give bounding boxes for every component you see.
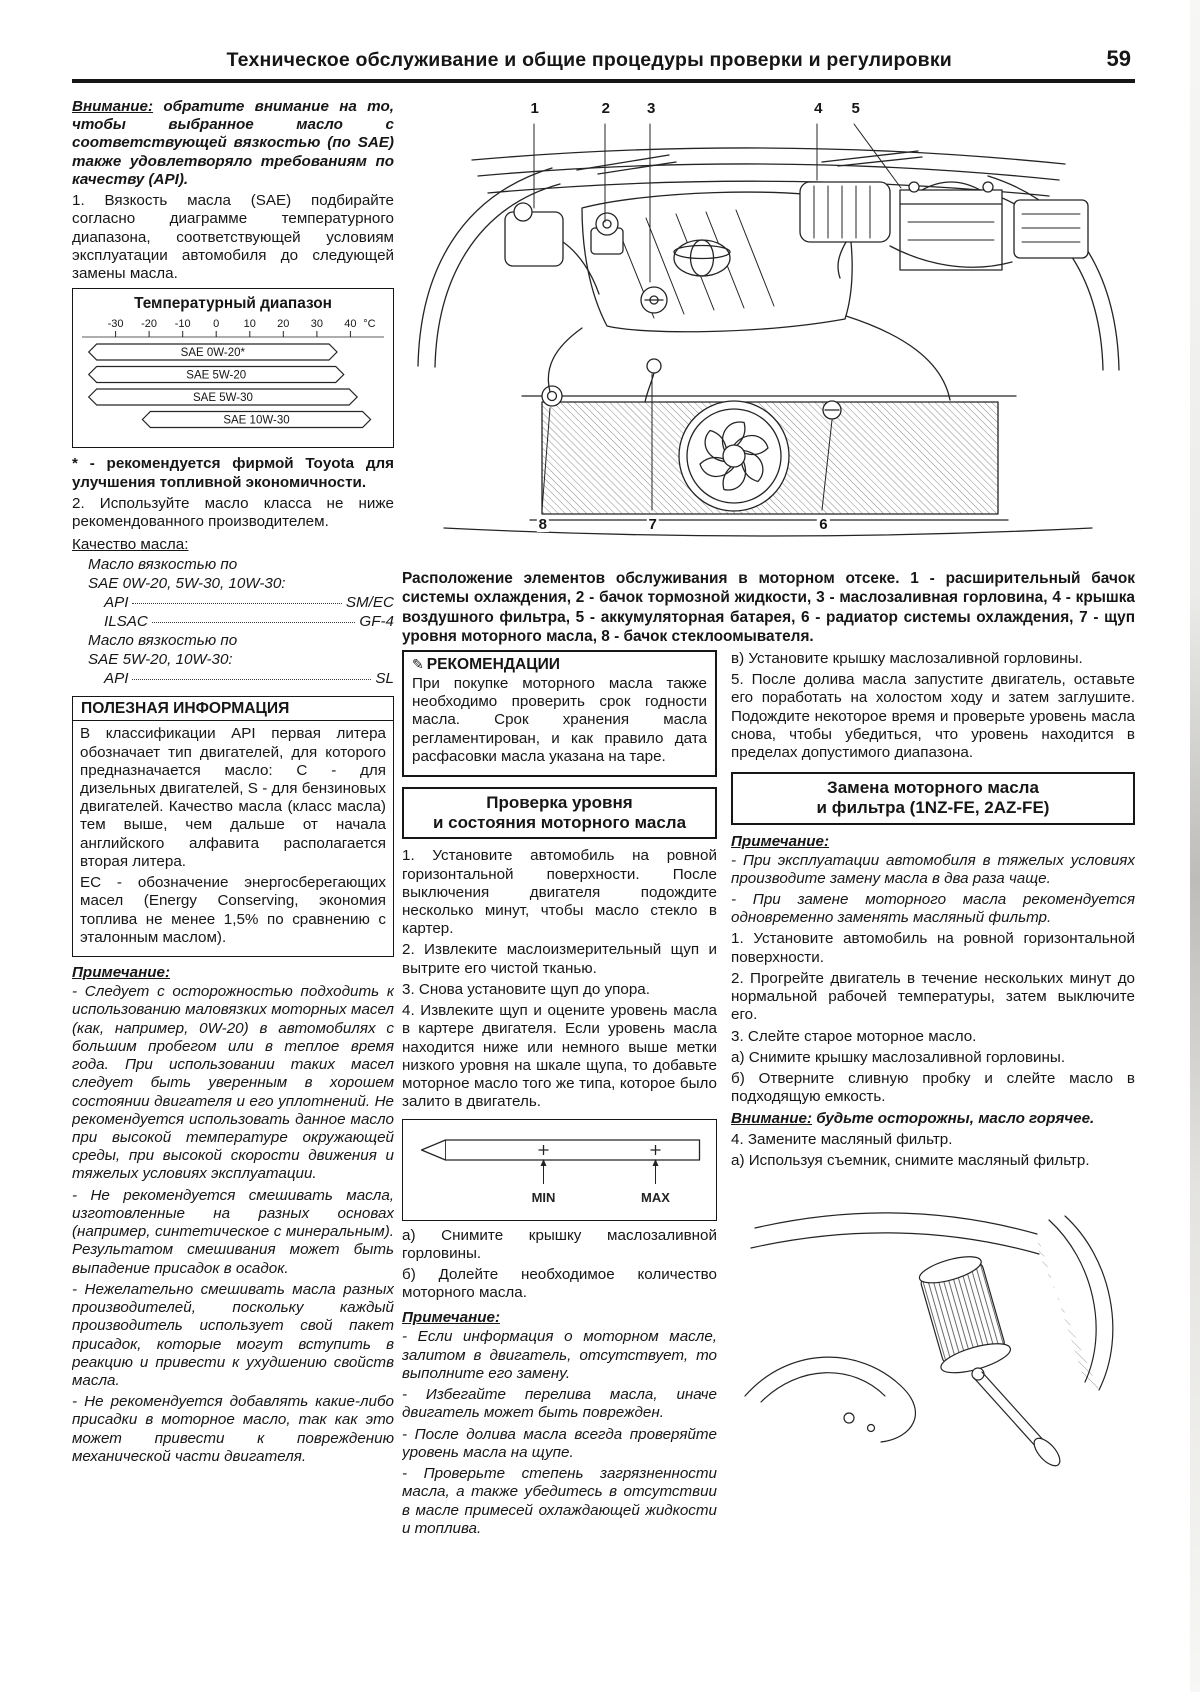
page-number: 59 xyxy=(1106,46,1131,71)
useful-info-title: ПОЛЕЗНАЯ ИНФОРМАЦИЯ xyxy=(73,697,393,721)
svg-text:0: 0 xyxy=(213,318,220,331)
temperature-range-chart xyxy=(72,288,394,448)
bolt xyxy=(844,1413,854,1423)
dipstick-min-label: MIN xyxy=(531,1189,556,1205)
oil-quality-line: SAE 5W-20, 10W-30: xyxy=(88,651,233,669)
page-title: Техническое обслуживание и общие процедуры проверки и регулировки xyxy=(226,49,952,71)
svg-text:SAE 5W-30: SAE 5W-30 xyxy=(192,392,253,405)
recommendations-box xyxy=(402,650,717,777)
middle-column xyxy=(402,650,717,1680)
scan-edge-shadow xyxy=(1190,0,1200,1692)
engine-callout-6: 6 xyxy=(819,516,828,534)
svg-text:°C: °C xyxy=(363,318,376,331)
spec-label: ILSAC xyxy=(104,613,148,631)
caption-text: Расположение элементов обслуживания в моторном отсеке. 1 - расширительный бачок системы охлаждения, 2 - бачок тормозной жидкости, 3 - маслозаливная горловина, 4 - крышка воздушного фильтра, 5 - аккумуляторная батарея, 6 - радиатор системы охлаждения, 7 - щуп уровня моторного масла, 8 - бачок стеклоомывателя. xyxy=(402,570,1135,645)
svg-text:40: 40 xyxy=(344,318,357,331)
note-item: - При замене моторного масла рекомендуется одновременно заменять масляный фильтр. xyxy=(731,890,1135,927)
oil-change-substep: б) Отверните сливную пробку и слейте масло в подходящую емкость. xyxy=(731,1070,1135,1106)
right-column xyxy=(731,650,1135,1680)
recommendations-title: РЕКОМЕНДАЦИИ xyxy=(426,656,561,673)
note-item: - При эксплуатации автомобиля в тяжелых условиях производите замену масла в два раза чаще. xyxy=(731,851,1135,887)
oil-change-step: 3. Слейте старое моторное масло. xyxy=(731,1027,977,1045)
dot-leader xyxy=(132,679,371,680)
note-item: - После долива масла всегда проверяйте уровень масла на щупе. xyxy=(402,1425,717,1461)
dot-leader xyxy=(152,622,355,623)
fender-liner-shading xyxy=(1037,1234,1099,1390)
viscosity-step-1: 1. Вязкость масла (SAE) подбирайте согласно диаграмме температурного диапазона, соответствующей условиям эксплуатации автомобиля до следующей замены масла. xyxy=(72,192,394,283)
dipstick-figure xyxy=(402,1119,717,1221)
svg-text:SAE 0W-20*: SAE 0W-20* xyxy=(180,347,246,360)
oil-check-step-5: 5. После долива масла запустите двигатель, оставьте его поработать на холостом ходу и затем заглушите. Подождите некоторое время и проверьте уровень масла снова, чтобы убедиться, что уровень находится в пределах допустимого диапазона. xyxy=(731,671,1135,762)
dipstick-max-label: MAX xyxy=(641,1189,670,1205)
engine-bay-figure xyxy=(402,96,1135,548)
note-item: - Если информация о моторном масле, залитом в двигатель, отсутствует, то выполните его замену. xyxy=(402,1328,717,1382)
oil-check-step: 1. Установите автомобиль на ровной горизонтальной поверхности. После выключения двигателя подождите несколько минут, чтобы масло стекло в картер. xyxy=(402,847,717,938)
useful-info-paragraph: В классификации API первая литера обозначает тип двигателей, для которого предназначается масло: C - для дизельных двигателей, S - для бензиновых двигателей. Качество масла (класс масла) тем выше, чем дальше от начала английского алфавита располагается вторая литера. xyxy=(80,725,386,870)
underbody-rails xyxy=(751,1213,1039,1254)
warning-label: Внимание: xyxy=(731,1109,813,1127)
oil-quality-line: SAE 0W-20, 5W-30, 10W-30: xyxy=(88,575,286,593)
engine-callout-7: 7 xyxy=(648,516,657,534)
oil-check-step: 2. Извлеките маслоизмерительный щуп и вытрите его чистой тканью. xyxy=(402,941,717,977)
attention-text: обратите внимание на то, чтобы выбранное масло с соответствующей вязкостью (по SAE) также удовлетворяло требованиям по качеству (API). xyxy=(72,98,394,188)
svg-text:SAE 10W-30: SAE 10W-30 xyxy=(223,414,290,427)
oil-quality-line: Масло вязкостью по xyxy=(88,556,238,574)
note-item: - Не рекомендуется смешивать масла, изготовленные на разных основах (например, синтетическое с минеральным). Результатом смешивания может быть выпадение присадок в осадок. xyxy=(72,1186,394,1277)
pencil-icon: ✎ xyxy=(412,656,424,672)
engine-callout-8: 8 xyxy=(538,516,547,534)
viscosity-step-2: 2. Используйте масло класса не ниже рекомендованного производителем. xyxy=(72,494,394,531)
section-title-line: и фильтра (1NZ-FE, 2AZ-FE) xyxy=(816,798,1050,818)
oil-check-step: 4. Извлеките щуп и оцените уровень масла в картере двигателя. Если уровень масла находится ниже или немного выше метки низкого уровня на шкале щупа, то добавьте моторное масло того же типа, которое было залито в двигатель. xyxy=(402,1002,717,1111)
chart-title: Температурный диапазон xyxy=(134,295,332,313)
warning-text: будьте осторожны, масло горячее. xyxy=(816,1109,1095,1127)
spec-value: GF-4 xyxy=(359,613,394,631)
suspension-arm xyxy=(745,1357,915,1442)
filter-wrench xyxy=(972,1368,1064,1470)
svg-text:-10: -10 xyxy=(174,318,191,331)
oil-change-substep: а) Снимите крышку маслозаливной горловины. xyxy=(731,1048,1066,1066)
note-heading: Примечание: xyxy=(731,832,830,850)
left-column xyxy=(72,98,394,1668)
svg-text:10: 10 xyxy=(243,318,256,331)
dipstick-drawing xyxy=(403,1120,716,1216)
oil-quality-heading: Качество масла: xyxy=(72,536,189,554)
note-item: - Избегайте перелива масла, иначе двигатель может быть поврежден. xyxy=(402,1386,717,1422)
note-item: - Нежелательно смешивать масла разных производителей, поскольку каждый производитель использует свой пакет присадок, которые могут вступить в реакцию и привести к ухудшению свойств масла. xyxy=(72,1280,394,1390)
engine-callout-4: 4 xyxy=(814,100,823,118)
engine-figure-caption xyxy=(402,554,1135,661)
section-title-line: и состояния моторного масла xyxy=(432,813,687,833)
note-heading: Примечание: xyxy=(72,964,171,982)
page-header xyxy=(72,46,1135,83)
attention-paragraph xyxy=(72,98,394,189)
recommendations-body: При покупке моторного масла также необходимо проверить срок годности масла. Срок хранения масла регламентирован, и как правило дата расфасовки масла указана на таре. xyxy=(412,675,707,765)
oil-check-substep-v: в) Установите крышку маслозаливной горловины. xyxy=(731,650,1083,667)
useful-info-paragraph: EC - обозначение энергосберегающих масел (Energy Conserving, экономия топлива не менее 1,5% по сравнению с эталонным маслом). xyxy=(80,874,386,946)
section-title-line: Проверка уровня xyxy=(486,793,633,813)
oil-check-step: 3. Снова установите щуп до упора. xyxy=(402,980,650,998)
spec-label: API xyxy=(104,670,129,688)
engine-callout-2: 2 xyxy=(601,100,610,118)
note-item: - Не рекомендуется добавлять какие-либо присадки в моторное масло, так как это может привести к повреждению механической части двигателя. xyxy=(72,1393,394,1465)
svg-text:SAE 5W-20: SAE 5W-20 xyxy=(186,369,247,382)
note-item: - Проверьте степень загрязненности масла, а также убедитесь в отсутствии в масле примесей охлаждающей жидкости и топлива. xyxy=(402,1465,717,1537)
oil-filter xyxy=(913,1250,1013,1378)
oil-check-substep-a: а) Снимите крышку маслозаливной горловины. xyxy=(402,1226,717,1262)
section-title-oil-level-check xyxy=(402,787,717,839)
oil-quality-line: Масло вязкостью по xyxy=(88,632,238,650)
recommendations-title-row xyxy=(412,656,707,674)
chart-footnote: * - рекомендуется фирмой Toyota для улучшения топливной экономичности. xyxy=(72,455,394,491)
spec-row-ilsac xyxy=(72,612,394,631)
useful-info-body xyxy=(73,721,393,956)
oil-filter-figure xyxy=(731,1184,1135,1489)
useful-info-box xyxy=(72,696,394,957)
engine-callout-5: 5 xyxy=(851,100,860,118)
note-item: - Следует с осторожностью подходить к использованию маловязких моторных масел (как, например, 0W-20) в автомобилях с большим пробегом или в теплое время года. При использовании таких масел следует быть уверенным в хорошем состоянии двигателя и его уплотнений. Не рекомендуется использовать данное масло при высокой температуре окружающей среды, при высокой скорости движения и тяжелых условиях эксплуатации. xyxy=(72,983,394,1183)
oil-change-step-4a: а) Используя съемник, снимите масляный фильтр. xyxy=(731,1152,1090,1170)
oil-quality-spec xyxy=(72,535,394,688)
engine-callout-3: 3 xyxy=(647,100,656,118)
spec-row-api-2 xyxy=(72,669,394,688)
attention-label: Внимание: xyxy=(72,98,154,115)
oil-change-step: 1. Установите автомобиль на ровной горизонтальной поверхности. xyxy=(731,930,1135,966)
section-title-oil-change xyxy=(731,772,1135,824)
section-title-line: Замена моторного масла xyxy=(827,778,1039,798)
svg-text:-30: -30 xyxy=(107,318,124,331)
oil-change-step: 2. Прогрейте двигатель в течение нескольких минут до нормальной рабочей температуры, затем выключите его. xyxy=(731,969,1135,1024)
svg-text:30: 30 xyxy=(310,318,324,331)
spec-value: SM/EC xyxy=(345,594,394,612)
oil-change-step-4: 4. Замените масляный фильтр. xyxy=(731,1130,953,1148)
oil-filter-drawing xyxy=(731,1184,1135,1484)
bolt xyxy=(868,1425,875,1432)
spec-value: SL xyxy=(375,670,394,688)
dot-leader xyxy=(132,603,341,604)
spec-row-api-1 xyxy=(72,593,394,612)
oil-check-substep-b: б) Долейте необходимое количество моторного масла. xyxy=(402,1266,717,1302)
engine-figure-callouts xyxy=(402,96,1135,548)
spec-label: API xyxy=(104,594,129,612)
svg-text:-20: -20 xyxy=(141,318,158,331)
warning-paragraph xyxy=(731,1110,1135,1128)
note-heading: Примечание: xyxy=(402,1309,501,1327)
svg-text:20: 20 xyxy=(277,318,290,331)
engine-callout-1: 1 xyxy=(530,100,539,118)
temperature-chart-svg xyxy=(81,316,385,438)
